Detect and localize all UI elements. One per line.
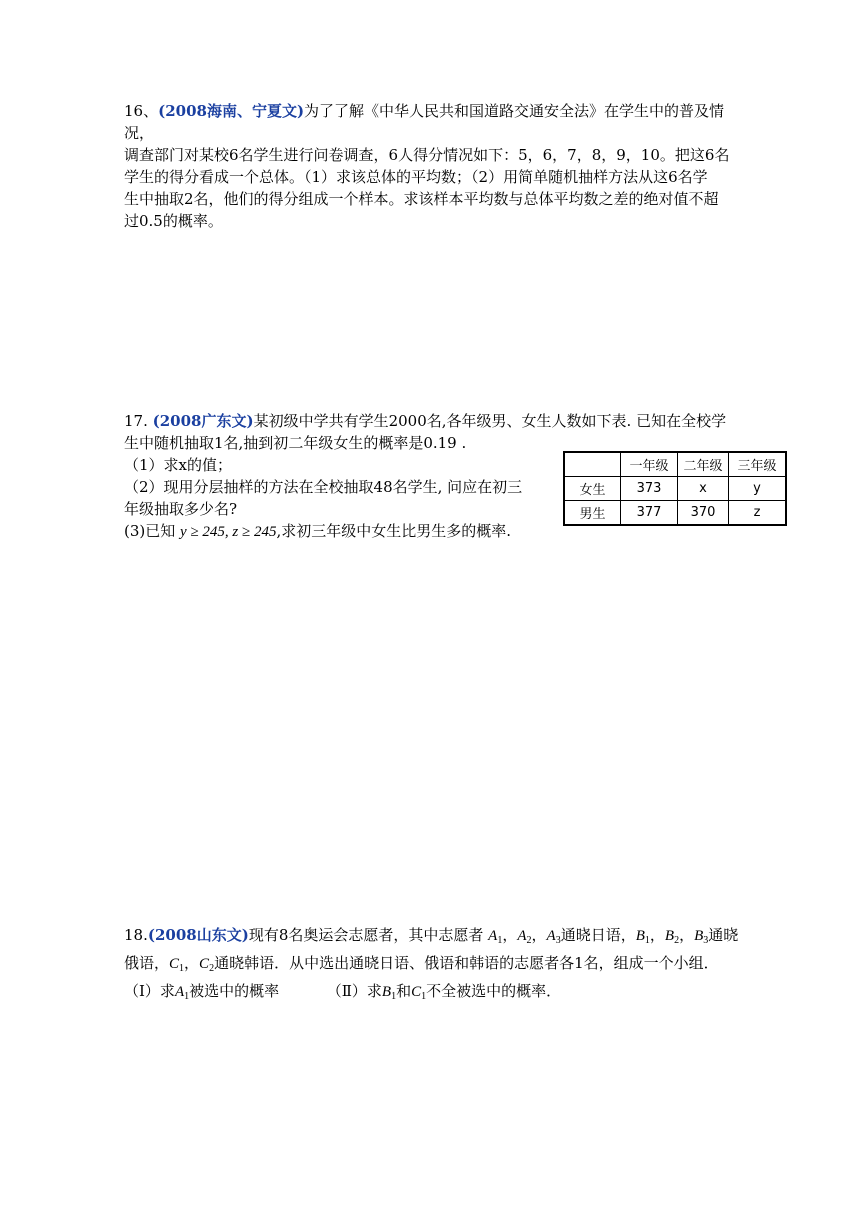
question-18 <box>124 922 764 1006</box>
table-header-cell: 一年级 <box>621 452 678 477</box>
q17-part-2b: 年级抽取多少名? <box>124 500 238 518</box>
question-16 <box>124 100 744 232</box>
q16-line-3: 学生的得分看成一个总体。（1）求该总体的平均数；（2）用简单随机抽样方法从这6名学 <box>124 168 708 186</box>
q18-number: 18. <box>124 926 148 944</box>
table-cell: 男生 <box>564 501 621 526</box>
table-cell: 女生 <box>564 477 621 501</box>
q16-line-2: 调查部门对某校6名学生进行问卷调查，6人得分情况如下：5，6，7，8，9，10。把这6名 <box>124 146 730 164</box>
table-cell: y <box>729 477 787 501</box>
symbol-a3: $A_3$ <box>546 928 561 946</box>
table-row <box>564 501 786 526</box>
q18-line-1: 18.(2008山东文)现有8名奥运会志愿者，其中志愿者 $A_1$，$A_2$，$A_3$通晓日语，$B_1$，$B_2$，$B_3$通晓 <box>124 926 739 946</box>
symbol-b2: $B_2$ <box>664 928 680 946</box>
q16-source: (2008海南、宁夏文) <box>158 102 305 120</box>
symbol-b1: $B_1$ <box>635 928 650 946</box>
q17-part-1: （1）求x的值； <box>124 456 233 474</box>
symbol-b3: $B_3$ <box>694 928 709 946</box>
q16-line-5: 过0.5的概率。 <box>124 212 223 230</box>
table-cell: x <box>678 477 729 501</box>
q17-line-2: 生中随机抽取1名,抽到初二年级女生的概率是0.19 . <box>124 434 467 452</box>
table-row <box>564 477 786 501</box>
table-cell: 370 <box>678 501 729 526</box>
q16-line-4: 生中抽取2名，他们的得分组成一个样本。求该样本平均数与总体平均数之差的绝对值不超 <box>124 190 719 208</box>
q17-line-1: 17. (2008广东文)某初级中学共有学生2000名,各年级男、女生人数如下表. 已知在全校学 <box>124 412 727 430</box>
q17-source: (2008广东文) <box>152 412 254 430</box>
q16-line-1: 16、(2008海南、宁夏文)为了了解《中华人民共和国道路交通安全法》在学生中的普及情况， <box>124 102 725 142</box>
grade-gender-table <box>563 451 787 526</box>
symbol-b1: $B_1$ <box>381 984 397 1002</box>
q17-condition-math: y ≥ 245, z ≥ 245 <box>180 524 277 540</box>
q17-part-2a: （2）现用分层抽样的方法在全校抽取48名学生, 问应在初三 <box>124 478 523 496</box>
table-header-cell: 三年级 <box>729 452 787 477</box>
symbol-a1: $A_1$ <box>488 928 503 946</box>
table-header-row <box>564 452 786 477</box>
table-cell: z <box>729 501 787 526</box>
q16-number: 16、 <box>124 102 159 120</box>
q18-line-2: 俄语，$C_1$，$C_2$通晓韩语．从中选出通晓日语、俄语和韩语的志愿者各1名，组成一个小组． <box>124 954 719 974</box>
table-header-cell: 二年级 <box>678 452 729 477</box>
table-cell: 377 <box>621 501 678 526</box>
symbol-c1: $C_1$ <box>411 984 427 1002</box>
symbol-a1: $A_1$ <box>174 984 190 1002</box>
table-header-cell <box>564 452 621 477</box>
q18-line-3: （Ⅰ）求$A_1$被选中的概率 （Ⅱ）求$B_1$和$C_1$不全被选中的概率． <box>124 982 562 1002</box>
symbol-a2: $A_2$ <box>517 928 532 946</box>
q18-source: (2008山东文) <box>147 926 249 944</box>
q17-number: 17. <box>124 412 148 430</box>
symbol-c1: $C_1$ <box>169 956 185 974</box>
symbol-c2: $C_2$ <box>199 956 215 974</box>
table-cell: 373 <box>621 477 678 501</box>
q17-part-3: (3)已知 y ≥ 245, z ≥ 245,求初三年级中女生比男生多的概率. <box>124 522 512 540</box>
